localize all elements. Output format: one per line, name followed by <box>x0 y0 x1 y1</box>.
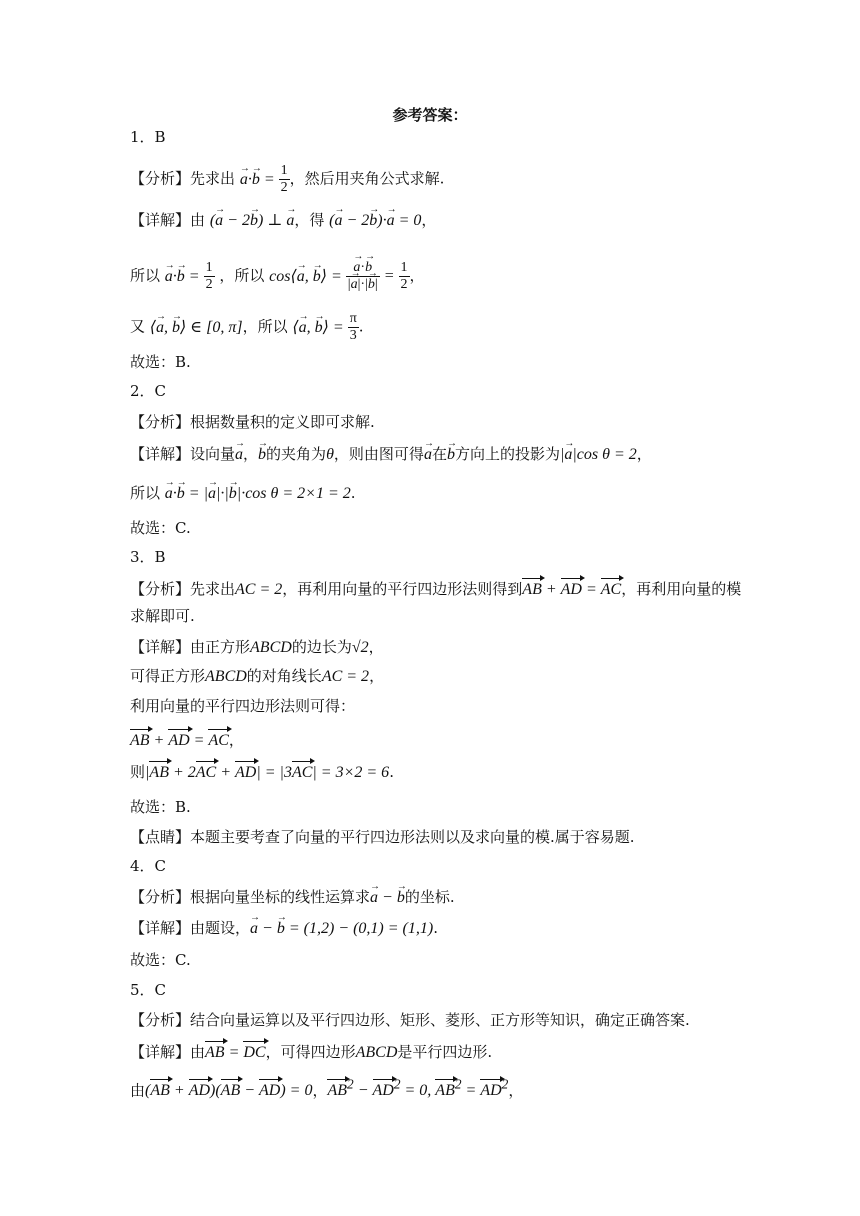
answer-5-line2: 由(AB + AD)(AB − AD) = 0，$AB^2 - AD^2 = 0$, $AB^2 = AD^2$， <box>130 1077 524 1100</box>
answer-1-line4: 又 ⟨→ a, → b⟩ ∈ [0, π]，所以 ⟨→ a, → b⟩ = $\frac{\pi}{3}$ . <box>130 311 364 344</box>
answer-1-analysis: 【分析】先求出 → a·→ b = $\frac{1}{2}$ ，然后用夹角公式求解. <box>130 163 444 196</box>
answer-1-line3: 所以 → a·→ b = $\frac{1}{2}$ ，所以 cos⟨→ a, → b⟩ = → $\frac{a\cdot\to b}{|\to a|\cdot|\to b|}$ = $\frac{1}{2}$ ， <box>130 260 425 293</box>
answer-3-heading: 3．B <box>130 548 166 566</box>
answer-3-detail: 【详解】由正方形ABCD的边长为√2， <box>130 638 384 656</box>
answer-3-line5: 则|AB + 2AC + AD| = |3AC| = 3×2 = 6. <box>130 763 394 781</box>
answer-3-line3: 利用向量的平行四边形法则可得： <box>130 697 356 715</box>
answer-2-detail: 【详解】设向量→ a，→ b的夹角为θ，则由图可得→ a在→ b方向上的投影为|→ a|cos θ = 2， <box>130 444 652 465</box>
answer-2-choice: 故选：C. <box>130 519 191 537</box>
answer-3-analysis: 【分析】先求出AC = 2，再利用向量的平行四边形法则得到AB + AD = AC，再利用向量的模 <box>130 580 742 598</box>
answer-1-heading: 1．B <box>130 128 166 146</box>
answer-4-choice: 故选：C. <box>130 951 191 969</box>
answer-5-detail: 【详解】由AB = DC，可得四边形ABCD是平行四边形. <box>130 1043 493 1061</box>
answer-4-detail: 【详解】由题设，→ a − → b = (1,2) − (0,1) = (1,1). <box>130 918 438 939</box>
answer-3-line4: AB + AD = AC， <box>130 731 244 749</box>
answer-1-choice: 故选：B. <box>130 353 191 371</box>
answer-2-line3: 所以 → a·→ b = |→ a|·|→ b|·cos θ = 2×1 = 2. <box>130 483 356 504</box>
answer-5-heading: 5．C <box>130 981 167 999</box>
page-title: 参考答案： <box>392 106 468 124</box>
answer-2-heading: 2．C <box>130 382 167 400</box>
answer-1-detail: 【详解】由 (→ a − 2→ b) ⊥ → a，得 (→ a − 2→ b)·→ a = 0， <box>130 210 436 231</box>
answer-4-heading: 4．C <box>130 857 167 875</box>
answer-3-choice: 故选：B. <box>130 798 191 816</box>
answer-2-analysis: 【分析】根据数量积的定义即可求解. <box>130 413 375 431</box>
answer-3-analysis-cont: 求解即可. <box>130 607 195 625</box>
answer-4-analysis: 【分析】根据向量坐标的线性运算求→ a − → b的坐标. <box>130 887 455 908</box>
answer-3-line2: 可得正方形ABCD的对角线长AC = 2， <box>130 667 385 685</box>
answer-5-analysis: 【分析】结合向量运算以及平行四边形、矩形、菱形、正方形等知识，确定正确答案. <box>130 1011 690 1029</box>
answer-3-note: 【点睛】本题主要考查了向量的平行四边形法则以及求向量的模.属于容易题. <box>130 828 635 846</box>
